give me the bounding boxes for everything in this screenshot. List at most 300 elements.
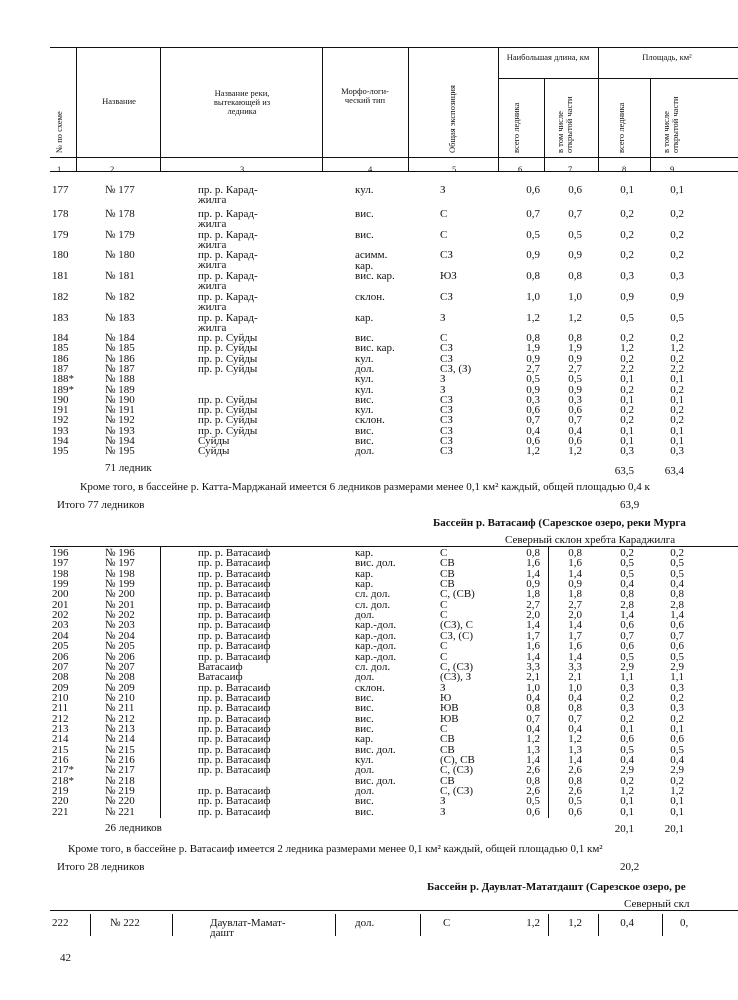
cell-area-open: 0,1 <box>670 373 684 386</box>
cell-morph: дол. <box>355 445 375 458</box>
cell-exposure: С <box>440 640 448 653</box>
cell-area-total: 0,2 <box>620 404 634 417</box>
cell-area-total: 0,3 <box>620 702 634 715</box>
cell-name: № 215 <box>105 743 135 756</box>
summary2-total: Итого 28 ледников <box>57 861 145 873</box>
cell-area-open: 0,2 <box>670 404 684 417</box>
cell-name: № 183 <box>105 312 135 324</box>
cell-river: пр. р. Карад- жилга <box>198 229 258 251</box>
cell-morph: дол. <box>355 671 375 684</box>
cell-name: № 206 <box>105 650 135 663</box>
cell-morph: склон. <box>355 681 385 694</box>
cell-area-total: 0,8 <box>620 588 634 601</box>
cell-exposure: СВ <box>440 733 455 746</box>
cell-area-total: 0,2 <box>620 352 634 365</box>
cell-length-open: 0,6 <box>568 404 582 417</box>
row222-exposure: С <box>443 917 451 929</box>
cell-area-open: 2,8 <box>670 598 684 611</box>
cell-river: пр. р. Ватасаиф <box>198 712 271 725</box>
cell-area-open: 0,2 <box>670 229 684 241</box>
cell-area-open: 0,2 <box>670 414 684 427</box>
cell-number: 190 <box>52 393 69 406</box>
cell-morph: сл. дол. <box>355 588 391 601</box>
cell-exposure: СЗ, (С) <box>440 629 474 642</box>
cell-area-total: 1,4 <box>620 609 634 622</box>
cell-length-open: 2,7 <box>568 362 582 375</box>
cell-length-total: 0,4 <box>526 691 540 704</box>
row222-length-total: 1,2 <box>526 917 540 929</box>
cell-river: пр. р. Ватасаиф <box>198 547 271 559</box>
cell-river: пр. р. Карад- жилга <box>198 270 258 292</box>
cell-area-open: 1,1 <box>670 671 684 684</box>
cell-name: № 188 <box>105 373 135 386</box>
row222-name: № 222 <box>110 917 140 929</box>
cell-river: пр. р. Карад- жилга <box>198 184 258 206</box>
cell-area-total: 0,2 <box>620 414 634 427</box>
cell-area-total: 0,5 <box>620 312 634 324</box>
basin2-rule <box>50 546 738 547</box>
cell-name: № 221 <box>105 805 135 818</box>
cell-length-open: 1,2 <box>568 733 582 746</box>
cell-area-total: 0,2 <box>620 332 634 344</box>
cell-morph: кар. <box>355 733 374 746</box>
cell-length-open: 1,4 <box>568 754 582 766</box>
header-vline <box>544 78 545 172</box>
cell-length-open: 1,0 <box>568 291 582 303</box>
cell-area-total: 0,1 <box>620 393 634 406</box>
header-col1: № по схеме <box>54 111 64 153</box>
summary2-area-open: 20,1 <box>664 823 684 835</box>
cell-morph: кул. <box>355 352 374 365</box>
cell-exposure: С <box>440 609 448 622</box>
cell-length-open: 0,8 <box>568 270 582 282</box>
cell-exposure: З <box>440 373 446 386</box>
cell-area-open: 0,6 <box>670 640 684 653</box>
cell-name: № 201 <box>105 598 135 611</box>
cell-river: пр. р. Ватасаиф <box>198 578 271 591</box>
row222-length-open: 1,2 <box>568 917 582 929</box>
header-bottom-rule <box>50 171 738 172</box>
cell-name: № 203 <box>105 619 135 632</box>
cell-exposure: (С), СВ <box>440 754 475 766</box>
cell-length-open: 0,7 <box>568 712 582 725</box>
cell-area-total: 0,1 <box>620 722 634 735</box>
cell-length-total: 2,7 <box>526 362 540 375</box>
cell-name: № 185 <box>105 342 135 355</box>
cell-morph: кар. <box>355 547 374 559</box>
cell-morph: вис. <box>355 208 374 220</box>
cell-morph: вис. <box>355 712 374 725</box>
header-vline <box>598 47 599 172</box>
summary1-area-total: 63,5 <box>614 465 634 477</box>
cell-area-open: 1,2 <box>670 785 684 798</box>
summary1-area-open: 63,4 <box>664 465 684 477</box>
cell-number: 181 <box>52 270 69 282</box>
cell-area-open: 0,1 <box>670 424 684 437</box>
cell-number: 221 <box>52 805 69 818</box>
cell-name: № 196 <box>105 547 135 559</box>
header-col8: всего ледника <box>616 102 626 153</box>
summary2-note: Кроме того, в бассейне р. Ватасаиф имеется 2 ледника размерами менее 0,1 км² каждый, общей площадью 0,1 км² <box>68 843 603 855</box>
row222-bar <box>598 914 599 936</box>
cell-exposure: С <box>440 650 448 663</box>
cell-river: пр. р. Суйды <box>198 362 258 375</box>
cell-area-open: 0,1 <box>670 435 684 447</box>
row222-bar <box>420 914 421 936</box>
cell-name: № 193 <box>105 424 135 437</box>
cell-exposure: (СЗ), С <box>440 619 474 632</box>
cell-morph: кул. <box>355 383 374 396</box>
row222-area-open: 0, <box>680 917 689 929</box>
header-col3: Название реки, вытекающей из ледника <box>213 88 271 116</box>
cell-length-open: 0,9 <box>568 383 582 396</box>
row222-river: Даувлат-Мамат- дашт <box>210 917 286 939</box>
cell-length-open: 2,6 <box>568 764 582 777</box>
cell-number: 214 <box>52 733 69 746</box>
cell-area-total: 1,1 <box>620 671 634 684</box>
cell-area-open: 0,1 <box>670 184 684 196</box>
cell-river: пр. р. Ватасаиф <box>198 598 271 611</box>
cell-length-total: 1,2 <box>526 445 540 458</box>
cell-length-total: 0,8 <box>526 332 540 344</box>
cell-area-open: 0,2 <box>670 352 684 365</box>
cell-morph: вис. дол. <box>355 774 396 787</box>
cell-area-open: 1,4 <box>670 609 684 622</box>
cell-number: 204 <box>52 629 69 642</box>
cell-length-open: 1,7 <box>568 629 582 642</box>
cell-name: № 182 <box>105 291 135 303</box>
cell-exposure: ЮЗ <box>440 270 457 282</box>
cell-river: пр. р. Суйды <box>198 393 258 406</box>
cell-morph: склон. <box>355 414 385 427</box>
cell-length-open: 1,4 <box>568 619 582 632</box>
cell-area-total: 0,2 <box>620 229 634 241</box>
cell-exposure: ЮВ <box>440 702 459 715</box>
cell-area-open: 0,4 <box>670 578 684 591</box>
cell-name: № 179 <box>105 229 135 241</box>
page-number: 42 <box>60 952 71 964</box>
cell-length-open: 1,6 <box>568 557 582 570</box>
cell-area-total: 0,4 <box>620 578 634 591</box>
cell-length-open: 2,1 <box>568 671 582 684</box>
cell-length-open: 0,3 <box>568 393 582 406</box>
cell-river: пр. р. Ватасаиф <box>198 691 271 704</box>
cell-morph: вис. <box>355 805 374 818</box>
cell-name: № 210 <box>105 691 135 704</box>
cell-exposure: СВ <box>440 557 455 570</box>
cell-length-total: 0,3 <box>526 393 540 406</box>
cell-length-total: 2,1 <box>526 671 540 684</box>
cell-area-open: 0,1 <box>670 805 684 818</box>
cell-exposure: СВ <box>440 567 455 580</box>
colnum-1: 1 <box>57 164 62 174</box>
colnum-9: 9 <box>670 164 675 174</box>
cell-length-open: 0,8 <box>568 702 582 715</box>
cell-river: пр. р. Карад- жилга <box>198 208 258 230</box>
header-col6: всего ледника <box>511 102 521 153</box>
summary1-total: Итого 77 ледников <box>57 499 145 511</box>
cell-morph: вис. <box>355 424 374 437</box>
colnum-4: 4 <box>368 164 373 174</box>
cell-length-open: 0,5 <box>568 229 582 241</box>
cell-number: 177 <box>52 184 69 196</box>
cell-name: № 212 <box>105 712 135 725</box>
cell-area-open: 0,6 <box>670 619 684 632</box>
cell-river: пр. р. Ватасаиф <box>198 702 271 715</box>
cell-river: пр. р. Ватасаиф <box>198 722 271 735</box>
cell-area-total: 0,5 <box>620 557 634 570</box>
cell-length-open: 0,6 <box>568 435 582 447</box>
cell-river: Ватасаиф <box>198 660 243 673</box>
cell-morph: кар.-дол. <box>355 629 397 642</box>
cell-number: 206 <box>52 650 69 663</box>
cell-name: № 184 <box>105 332 135 344</box>
cell-length-total: 0,8 <box>526 774 540 787</box>
cell-morph: вис. <box>355 702 374 715</box>
colnum-3: 3 <box>240 164 245 174</box>
row222-bar <box>662 914 663 936</box>
cell-exposure: СЗ <box>440 352 453 365</box>
cell-length-open: 0,6 <box>568 805 582 818</box>
cell-area-open: 0,2 <box>670 249 684 261</box>
cell-number: 207 <box>52 660 69 673</box>
header-vline <box>322 47 323 172</box>
cell-name: № 189 <box>105 383 135 396</box>
header-vline <box>160 47 161 172</box>
cell-name: № 186 <box>105 352 135 365</box>
summary1-count: 71 ледник <box>105 462 152 474</box>
cell-number: 179 <box>52 229 69 241</box>
cell-length-total: 1,6 <box>526 640 540 653</box>
cell-length-open: 0,6 <box>568 184 582 196</box>
cell-morph: сл. дол. <box>355 660 391 673</box>
cell-river: пр. р. Ватасаиф <box>198 567 271 580</box>
cell-area-open: 0,2 <box>670 332 684 344</box>
cell-area-total: 0,5 <box>620 743 634 756</box>
cell-exposure: СВ <box>440 774 455 787</box>
cell-area-open: 0,2 <box>670 774 684 787</box>
cell-area-open: 0,4 <box>670 754 684 766</box>
cell-exposure: Ю <box>440 691 452 704</box>
cell-length-total: 1,0 <box>526 291 540 303</box>
cell-area-open: 2,9 <box>670 660 684 673</box>
cell-exposure: С <box>440 208 448 220</box>
cell-area-total: 0,1 <box>620 795 634 808</box>
cell-morph: кул. <box>355 754 374 766</box>
cell-number: 194 <box>52 435 69 447</box>
cell-length-total: 0,9 <box>526 249 540 261</box>
cell-number: 192 <box>52 414 69 427</box>
cell-name: № 177 <box>105 184 135 196</box>
cell-area-total: 1,2 <box>620 785 634 798</box>
cell-length-total: 0,8 <box>526 547 540 559</box>
summary2-total-area: 20,2 <box>620 861 640 873</box>
cell-length-open: 1,4 <box>568 567 582 580</box>
cell-number: 199 <box>52 578 69 591</box>
cell-number: 212 <box>52 712 69 725</box>
cell-name: № 198 <box>105 567 135 580</box>
cell-exposure: СЗ, (З) <box>440 362 472 375</box>
cell-area-total: 0,3 <box>620 270 634 282</box>
cell-length-total: 1,2 <box>526 733 540 746</box>
header-top-rule <box>50 47 738 48</box>
cell-morph: кар.-дол. <box>355 650 397 663</box>
cell-area-open: 0,5 <box>670 743 684 756</box>
row222-bar <box>172 914 173 936</box>
cell-name: № 214 <box>105 733 135 746</box>
cell-exposure: З <box>440 681 446 694</box>
cell-number: 196 <box>52 547 69 559</box>
cell-river: пр. р. Карад- жилга <box>198 312 258 334</box>
cell-number: 197 <box>52 557 69 570</box>
column-separator <box>548 546 549 818</box>
cell-area-total: 0,4 <box>620 754 634 766</box>
cell-area-total: 0,2 <box>620 383 634 396</box>
cell-river: пр. р. Суйды <box>198 424 258 437</box>
header-vline <box>650 78 651 172</box>
header-col89: Площадь, км² <box>642 52 692 62</box>
cell-name: № 190 <box>105 393 135 406</box>
row222-area-total: 0,4 <box>620 917 634 929</box>
cell-length-open: 0,8 <box>568 332 582 344</box>
summary1-note: Кроме того, в бассейне р. Катта-Марджанай имеется 6 ледников размерами менее 0,1 км² каждый, общей площадью 0,4 к <box>80 481 650 493</box>
basin2-subtitle: Северный склон хребта Караджилга <box>505 534 676 546</box>
cell-morph: вис. <box>355 435 374 447</box>
cell-length-open: 1,2 <box>568 445 582 458</box>
cell-name: № 204 <box>105 629 135 642</box>
cell-area-total: 0,6 <box>620 640 634 653</box>
basin3-subtitle: Северный скл <box>624 898 690 910</box>
cell-area-open: 1,2 <box>670 342 684 355</box>
cell-exposure: С <box>440 722 448 735</box>
cell-area-open: 0,3 <box>670 702 684 715</box>
cell-morph: дол. <box>355 764 375 777</box>
cell-area-total: 0,2 <box>620 249 634 261</box>
cell-area-total: 0,1 <box>620 435 634 447</box>
cell-morph: вис. кар. <box>355 270 395 282</box>
cell-number: 220 <box>52 795 69 808</box>
cell-area-total: 1,2 <box>620 342 634 355</box>
cell-length-open: 0,4 <box>568 424 582 437</box>
cell-number: 203 <box>52 619 69 632</box>
header-col7: в том числе открытой части <box>555 96 574 153</box>
cell-exposure: С, (СЗ) <box>440 660 474 673</box>
cell-area-open: 0,8 <box>670 588 684 601</box>
cell-length-open: 0,8 <box>568 774 582 787</box>
cell-river: пр. р. Ватасаиф <box>198 805 271 818</box>
cell-length-open: 1,3 <box>568 743 582 756</box>
cell-name: № 211 <box>105 702 135 715</box>
cell-area-total: 0,5 <box>620 650 634 663</box>
cell-river: пр. р. Ватасаиф <box>198 640 271 653</box>
colnum-6: 6 <box>518 164 523 174</box>
cell-number: 198 <box>52 567 69 580</box>
cell-length-open: 0,7 <box>568 208 582 220</box>
cell-area-open: 0,2 <box>670 547 684 559</box>
cell-area-total: 0,9 <box>620 291 634 303</box>
cell-length-open: 1,2 <box>568 312 582 324</box>
cell-length-total: 0,6 <box>526 184 540 196</box>
cell-name: № 191 <box>105 404 135 417</box>
cell-exposure: СЗ <box>440 393 453 406</box>
cell-length-total: 1,0 <box>526 681 540 694</box>
cell-number: 184 <box>52 332 69 344</box>
cell-river: пр. р. Суйды <box>198 342 258 355</box>
cell-length-open: 1,8 <box>568 588 582 601</box>
cell-morph: вис. кар. <box>355 342 395 355</box>
cell-area-open: 0,1 <box>670 795 684 808</box>
cell-length-open: 2,7 <box>568 598 582 611</box>
cell-length-open: 0,9 <box>568 249 582 261</box>
cell-river: Суйды <box>198 435 230 447</box>
cell-morph: вис. дол. <box>355 743 396 756</box>
cell-length-total: 1,7 <box>526 629 540 642</box>
cell-number: 191 <box>52 404 69 417</box>
cell-area-total: 2,8 <box>620 598 634 611</box>
cell-area-total: 0,2 <box>620 547 634 559</box>
cell-length-total: 2,6 <box>526 785 540 798</box>
cell-name: № 202 <box>105 609 135 622</box>
column-separator <box>160 546 161 818</box>
cell-number: 216 <box>52 754 69 766</box>
cell-exposure: С, (СЗ) <box>440 764 474 777</box>
cell-area-total: 0,7 <box>620 629 634 642</box>
cell-exposure: СЗ <box>440 414 453 427</box>
cell-river: пр. р. Ватасаиф <box>198 764 271 777</box>
cell-morph: вис. <box>355 229 374 241</box>
cell-area-total: 0,2 <box>620 208 634 220</box>
cell-exposure: З <box>440 312 446 324</box>
cell-exposure: СЗ <box>440 291 453 303</box>
cell-name: № 217 <box>105 764 135 777</box>
cell-morph: вис. дол. <box>355 557 396 570</box>
cell-length-open: 3,3 <box>568 660 582 673</box>
cell-morph: сл. дол. <box>355 598 391 611</box>
cell-length-total: 1,4 <box>526 650 540 663</box>
cell-name: № 195 <box>105 445 135 458</box>
cell-length-total: 0,6 <box>526 805 540 818</box>
cell-exposure: С <box>440 332 448 344</box>
cell-area-open: 0,1 <box>670 393 684 406</box>
cell-river: пр. р. Ватасаиф <box>198 733 271 746</box>
cell-area-total: 0,2 <box>620 712 634 725</box>
cell-length-total: 1,6 <box>526 557 540 570</box>
cell-morph: вис. <box>355 393 374 406</box>
cell-river: пр. р. Карад- жилга <box>198 291 258 313</box>
cell-number: 178 <box>52 208 69 220</box>
cell-morph: вис. <box>355 691 374 704</box>
cell-name: № 192 <box>105 414 135 427</box>
cell-river: пр. р. Ватасаиф <box>198 629 271 642</box>
cell-number: 183 <box>52 312 69 324</box>
cell-river: пр. р. Ватасаиф <box>198 785 271 798</box>
cell-length-total: 1,9 <box>526 342 540 355</box>
cell-morph: кул. <box>355 404 374 417</box>
cell-area-total: 0,1 <box>620 805 634 818</box>
cell-area-total: 2,9 <box>620 764 634 777</box>
cell-river: пр. р. Ватасаиф <box>198 754 271 766</box>
cell-river: пр. р. Ватасаиф <box>198 619 271 632</box>
cell-area-total: 0,1 <box>620 424 634 437</box>
cell-area-open: 0,2 <box>670 383 684 396</box>
cell-length-total: 0,8 <box>526 270 540 282</box>
cell-area-open: 0,5 <box>670 312 684 324</box>
cell-name: № 220 <box>105 795 135 808</box>
cell-exposure: З <box>440 805 446 818</box>
cell-exposure: СЗ <box>440 404 453 417</box>
cell-exposure: (СЗ), З <box>440 671 472 684</box>
cell-length-open: 0,8 <box>568 547 582 559</box>
